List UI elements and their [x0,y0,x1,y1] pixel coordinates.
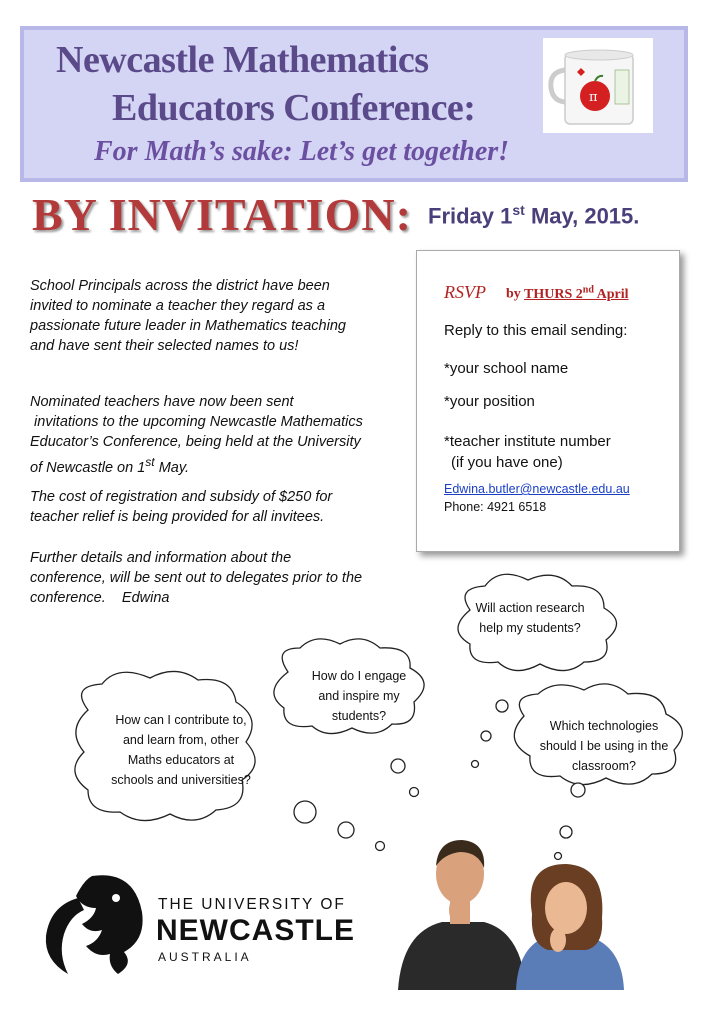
rsvp-email-link[interactable]: Edwina.butler@newcastle.edu.au [444,482,630,496]
man-shirt [398,922,526,990]
thinking-people-photo [398,828,646,990]
paragraph-cost: The cost of registration and subsidy of $250 for teacher relief is being provided for all invitees. [30,489,333,525]
woman-face [545,882,587,934]
paragraph-further-details: Further details and information about the conference, will be sent out to delegates prior to the conference. Edwina [30,550,363,606]
rsvp-item-institute: *teacher institute number [444,433,611,450]
university-line1: THE UNIVERSITY OF [158,896,346,913]
thought-engage-inspire: How do I engage and inspire my students? [311,669,407,723]
woman-hand [550,928,566,952]
rsvp-title: RSVP [444,282,486,302]
conference-title-line2: Educators Conference: [112,87,476,129]
tagline: For Math’s sake: Let’s get together! [94,136,510,167]
thought-contribute-learn: How can I contribute to, and learn from, other Maths educators at schools and universities? [111,713,251,787]
university-name: NEWCASTLE [156,914,355,947]
conference-title-line1: Newcastle Mathematics [56,39,429,81]
rsvp-phone: Phone: 4921 6518 [444,500,547,514]
man-hand [449,896,467,924]
by-invitation-heading: BY INVITATION: [32,189,412,240]
pi-symbol: π [589,90,598,105]
paragraph-nominations: School Principals across the district have been invited to nominate a teacher they regard as a passionate future leader in Mathematics teaching and have sent their selected names to us! [30,278,346,354]
rsvp-item-institute-note: (if you have one) [451,454,563,471]
university-country: AUSTRALIA [158,950,252,964]
paragraph-invitations: Nominated teachers have now been sent invitations to the upcoming Newcastle Mathematics Educator’s Conference, being held at the University of Newcastle on 1st May. [30,394,363,476]
thought-technologies: Which technologies should I be using in the classroom? [539,719,669,773]
rsvp-instruction: Reply to this email sending: [444,322,628,339]
signature: Edwina [121,590,170,606]
university-seahorse-logo [38,868,150,980]
event-date: Friday 1st May, 2015. [428,202,640,229]
rsvp-item-school: *your school name [444,360,569,377]
rsvp-item-position: *your position [444,393,535,410]
thought-action-research: Will action research help my students? [475,601,585,635]
rsvp-deadline: by THURS 2nd April [506,284,629,302]
